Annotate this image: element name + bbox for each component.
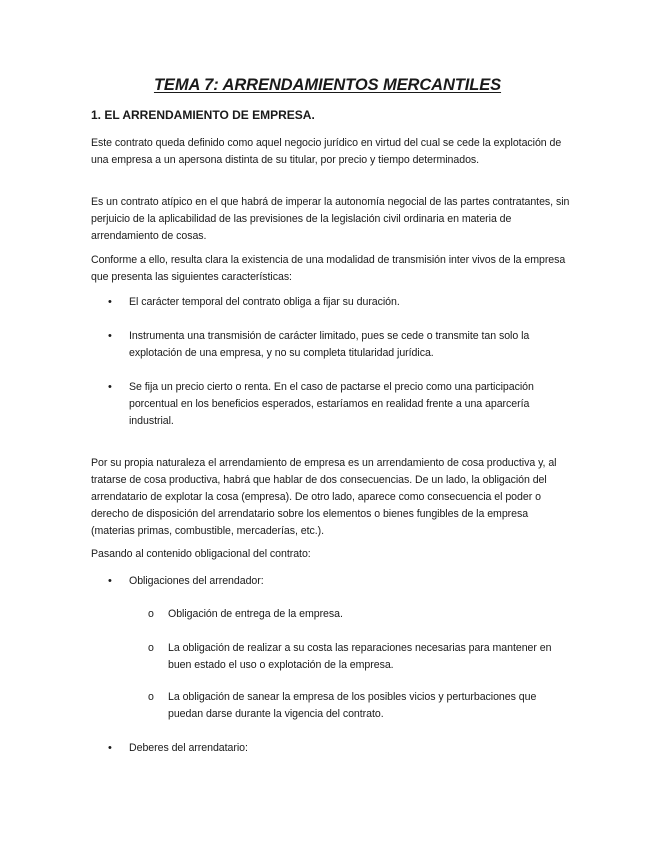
bullet-marker: •: [108, 381, 112, 393]
paragraph-definition: Este contrato queda definido como aquel negocio jurídico en virtud del cual se cede la explotación de una empresa a un apersona distinta de su titular, por precio y tiempo determinados.: [91, 137, 562, 166]
bullet-marker: •: [108, 330, 112, 342]
bullet-marker: •: [108, 742, 112, 754]
obligations-arrendador-label: Obligaciones del arrendador:: [129, 575, 264, 587]
list-item: El carácter temporal del contrato obliga a fijar su duración.: [129, 296, 400, 308]
sub-list-item: La obligación de sanear la empresa de los posibles vicios y perturbaciones que puedan darse durante la vigencia del contrato.: [168, 691, 537, 720]
page-title: TEMA 7: ARRENDAMIENTOS MERCANTILES: [153, 76, 502, 94]
paragraph-conforme: Conforme a ello, resulta clara la existencia de una modalidad de transmisión inter vivos de la empresa que presenta las siguientes características:: [91, 254, 566, 283]
bullet-marker: •: [108, 296, 112, 308]
sub-list-item: Obligación de entrega de la empresa.: [168, 608, 343, 620]
sub-bullet-marker: o: [148, 608, 154, 620]
sub-list-item: La obligación de realizar a su costa las reparaciones necesarias para mantener en buen estado el uso o explotación de la empresa.: [168, 642, 552, 671]
paragraph-atypical: Es un contrato atípico en el que habrá de imperar la autonomía negocial de las partes contratantes, sin perjuicio de la aplicabilidad de las previsiones de la legislación civil ordinaria en materia de arrendamiento de cosas.: [91, 196, 570, 242]
obligations-arrendatario-label: Deberes del arrendatario:: [129, 742, 248, 754]
section-heading: 1. EL ARRENDAMIENTO DE EMPRESA.: [91, 108, 315, 122]
paragraph-nature: Por su propia naturaleza el arrendamiento de empresa es un arrendamiento de cosa productiva y, al tratarse de cosa productiva, habrá que hablar de dos consecuencias. De un lado, la obligación del arrendatario de explotar la cosa (empresa). De otro lado, aparece como consecuencia el poder o derecho de disposición del arrendatario sobre los elementos o bienes fungibles de la empresa (materias primas, combustible, mercaderías, etc.).: [91, 457, 557, 537]
sub-bullet-marker: o: [148, 642, 154, 654]
bullet-marker: •: [108, 575, 112, 587]
list-item: Se fija un precio cierto o renta. En el caso de pactarse el precio como una participación porcentual en los beneficios esperados, estaríamos en realidad frente a una aparcería industrial.: [129, 381, 534, 427]
sub-bullet-marker: o: [148, 691, 154, 703]
list-item: Instrumenta una transmisión de carácter limitado, pues se cede o transmite tan solo la explotación de una empresa, y no su completa titularidad jurídica.: [129, 330, 530, 359]
paragraph-content: Pasando al contenido obligacional del contrato:: [91, 548, 311, 560]
